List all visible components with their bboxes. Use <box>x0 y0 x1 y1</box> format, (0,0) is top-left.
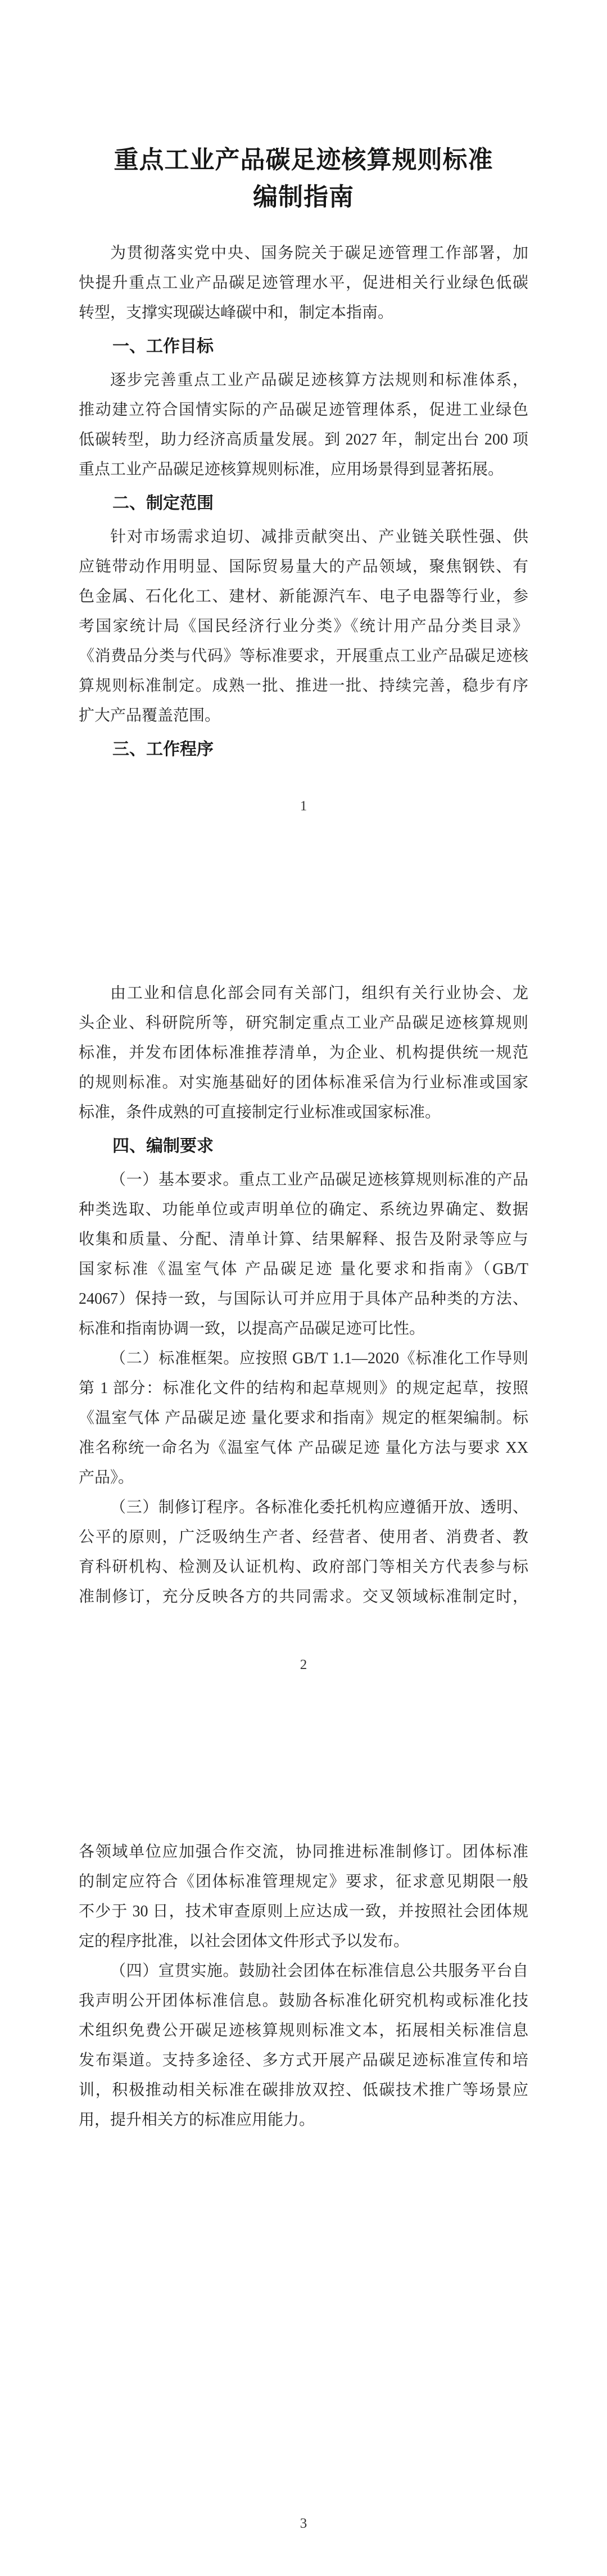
document-title-line: 重点工业产品碳足迹核算规则标准 <box>114 146 493 174</box>
text-line: 产品》。 <box>79 1469 134 1486</box>
text-line: （四）宣贯实施。鼓励社会团体在标准信息公共服务平台自 <box>110 1962 528 1980</box>
text-line: 头企业、科研院所等，研究制定重点工业产品碳足迹核算规则 <box>79 1014 528 1032</box>
document-title <box>79 142 528 216</box>
text-line: 低碳转型，助力经济高质量发展。到 2027 年，制定出台 200 项 <box>79 431 528 448</box>
text-line: 推动建立符合国情实际的产品碳足迹管理体系，促进工业绿色 <box>79 401 528 419</box>
page-2 <box>0 859 607 1717</box>
text-line: 针对市场需求迫切、减排贡献突出、产业链关联性强、供 <box>110 528 528 546</box>
page-1 <box>0 0 607 859</box>
text-line: 考国家统计局《国民经济行业分类》《统计用产品分类目录》 <box>79 618 528 635</box>
paragraph <box>79 1165 528 1344</box>
text-line: 算规则标准制定。成熟一批、推进一批、持续完善，稳步有序 <box>79 677 528 695</box>
page-3 <box>0 1717 607 2576</box>
paragraph <box>79 1344 528 1493</box>
text-line: 标准和指南协调一致，以提高产品碳足迹可比性。 <box>79 1320 425 1337</box>
text-line: 24067）保持一致，与国际认可并应用于具体产品种类的方法、 <box>79 1290 528 1308</box>
text-line: （三）制修订程序。各标准化委托机构应遵循开放、透明、 <box>110 1499 528 1516</box>
paragraph <box>79 1493 528 1612</box>
text-line: 准制修订，充分反映各方的共同需求。交叉领域标准制定时， <box>79 1588 528 1606</box>
page-number: 2 <box>300 1657 307 1672</box>
page-number: 3 <box>300 2516 307 2531</box>
text-line: 训，积极推动相关标准在碳排放双控、低碳技术推广等场景应 <box>79 2081 528 2099</box>
text-line: 扩大产品覆盖范围。 <box>79 707 221 724</box>
text-line: 为贯彻落实党中央、国务院关于碳足迹管理工作部署，加 <box>110 244 528 262</box>
text-line: 我声明公开团体标准信息。鼓励各标准化研究机构或标准化技 <box>79 1992 528 2010</box>
text-line: 不少于 30 日，技术审查原则上应达成一致，并按照社会团体规 <box>79 1903 528 1920</box>
section-heading: 四、编制要求 <box>112 1137 214 1155</box>
text-line: 收集和质量、分配、清单计算、结果解释、报告及附录等应与 <box>79 1231 528 1248</box>
paragraph <box>79 365 528 484</box>
text-line: 的规则标准。对实施基础好的团体标准采信为行业标准或国家 <box>79 1074 528 1091</box>
text-line: 术组织免费公开碳足迹核算规则标准文本，拓展相关标准信息 <box>79 2022 528 2039</box>
text-line: 各领域单位应加强合作交流，协同推进标准制修订。团体标准 <box>79 1843 528 1861</box>
document-title-line: 编制指南 <box>253 183 354 211</box>
text-line: 标准，条件成熟的可直接制定行业标准或国家标准。 <box>79 1104 441 1121</box>
text-line: 用，提升相关方的标准应用能力。 <box>79 2111 315 2129</box>
section-heading: 三、工作程序 <box>112 740 214 759</box>
text-line: 的制定应符合《团体标准管理规定》要求，征求意见期限一般 <box>79 1873 528 1890</box>
text-line: 快提升重点工业产品碳足迹管理水平，促进相关行业绿色低碳 <box>79 274 528 292</box>
text-line: 公平的原则，广泛吸纳生产者、经营者、使用者、消费者、教 <box>79 1529 528 1546</box>
paragraph <box>79 522 528 731</box>
text-line: 种类选取、功能单位或声明单位的确定、系统边界确定、数据 <box>79 1201 528 1218</box>
page-number: 1 <box>300 799 307 814</box>
text-line: （二）标准框架。应按照 GB/T 1.1—2020《标准化工作导则 <box>110 1350 528 1367</box>
paragraph <box>79 238 528 328</box>
text-line: 转型，支撑实现碳达峰碳中和，制定本指南。 <box>79 304 394 321</box>
text-line: 发布渠道。支持多途径、多方式开展产品碳足迹标准宣传和培 <box>79 2052 528 2069</box>
text-line: 《消费品分类与代码》等标准要求，开展重点工业产品碳足迹核 <box>79 647 528 665</box>
text-line: （一）基本要求。重点工业产品碳足迹核算规则标准的产品 <box>110 1171 528 1189</box>
paragraph <box>79 978 528 1127</box>
text-line: 准名称统一命名为《温室气体 产品碳足迹 量化方法与要求 XX <box>79 1439 528 1457</box>
text-line: 标准，并发布团体标准推荐清单，为企业、机构提供统一规范 <box>79 1044 528 1062</box>
text-line: 《温室气体 产品碳足迹 量化要求和指南》规定的框架编制。标 <box>79 1409 528 1427</box>
text-line: 育科研机构、检测及认证机构、政府部门等相关方代表参与标 <box>79 1558 528 1576</box>
paragraph <box>79 1837 528 1956</box>
text-line: 第 1 部分：标准化文件的结构和起草规则》的规定起草，按照 <box>79 1380 528 1397</box>
text-line: 由工业和信息化部会同有关部门，组织有关行业协会、龙 <box>110 985 528 1002</box>
text-line: 重点工业产品碳足迹核算规则标准，应用场景得到显著拓展。 <box>79 461 504 478</box>
text-line: 逐步完善重点工业产品碳足迹核算方法规则和标准体系， <box>110 371 528 389</box>
text-line: 色金属、石化化工、建材、新能源汽车、电子电器等行业，参 <box>79 588 528 605</box>
section-heading: 一、工作目标 <box>112 337 214 356</box>
section-heading: 二、制定范围 <box>112 494 214 513</box>
text-line: 国家标准《温室气体 产品碳足迹 量化要求和指南》（GB/T <box>79 1260 528 1278</box>
text-line: 应链带动作用明显、国际贸易量大的产品领域，聚焦钢铁、有 <box>79 558 528 575</box>
paragraph <box>79 1956 528 2135</box>
text-line: 定的程序批准，以社会团体文件形式予以发布。 <box>79 1933 410 1950</box>
